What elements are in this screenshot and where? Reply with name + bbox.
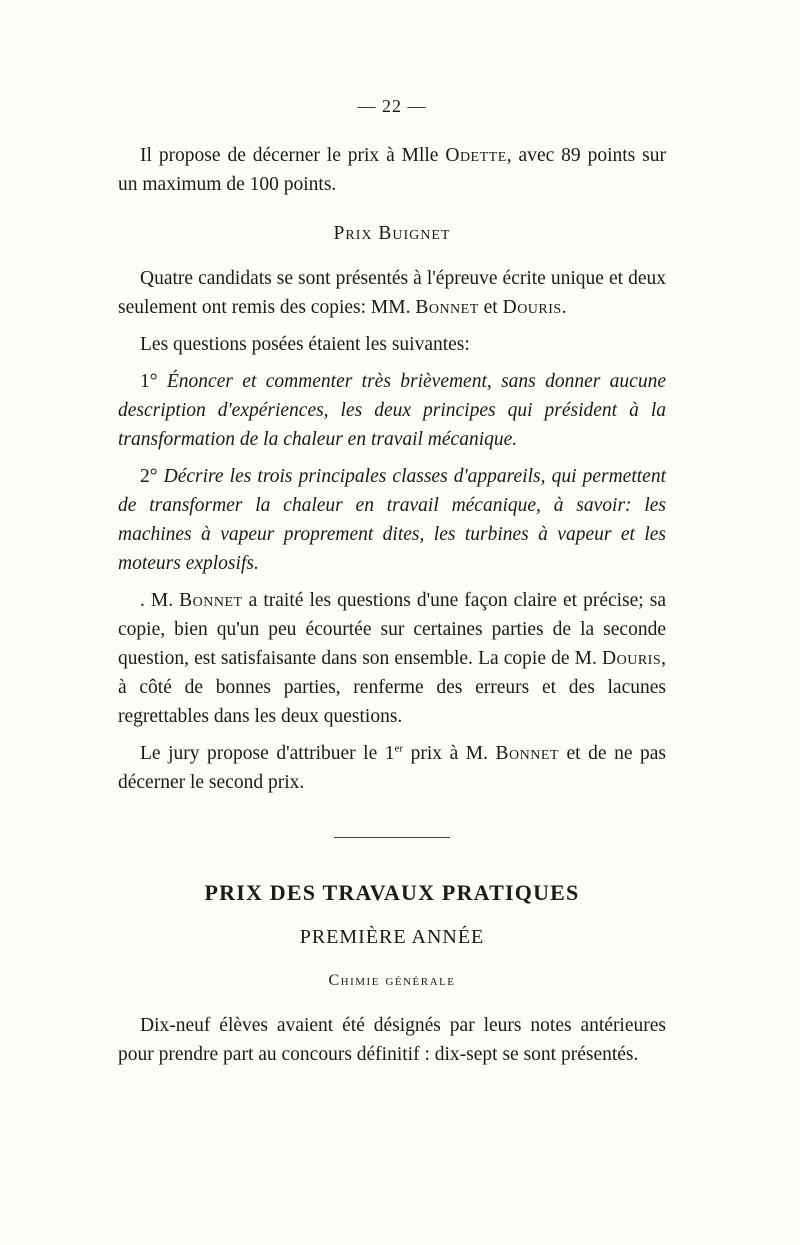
question-2 <box>118 462 666 578</box>
intro-text-before: Il propose de décerner le prix à Mlle <box>140 145 446 166</box>
premiere-annee-title: PREMIÈRE ANNÉE <box>299 926 485 948</box>
page-number: — 22 — <box>357 96 427 116</box>
intro-paragraph <box>118 141 666 199</box>
evaluation-start: . M. <box>140 590 180 611</box>
buignet-text-end: . <box>561 297 567 318</box>
question-2-number: 2° <box>140 466 158 487</box>
travaux-paragraph: Dix-neuf élèves avaient été désignés par leurs notes antérieures pour prendre part au concours définitif : dix-sept se sont présentés. <box>118 1015 666 1065</box>
question-1-number: 1° <box>140 371 158 392</box>
document-page <box>118 92 666 1069</box>
intro-name: Odette <box>445 145 507 166</box>
intro-text-after: , avec 89 points sur un maximum de 100 points. <box>118 145 666 195</box>
travaux-pratiques-title: PRIX DES TRAVAUX PRATIQUES <box>204 880 580 905</box>
question-2-text: Décrire les trois principales classes d'appareils, qui permettent de transformer la chaleur en travail mécanique, à savoir: les machines à vapeur proprement dites, les turbines à vapeur et les moteurs explosifs. <box>118 466 666 574</box>
question-1 <box>118 367 666 454</box>
evaluation-text-2: , à côté de bonnes parties, renferme des erreurs et des lacunes regrettables dans les deux questions. <box>118 648 666 727</box>
questions-intro: Les questions posées étaient les suivantes: <box>140 334 470 355</box>
jury-text-mid: prix à M. <box>403 743 496 764</box>
evaluation-name-douris: Douris <box>602 648 662 669</box>
jury-paragraph <box>118 739 666 797</box>
jury-ordinal: 1 <box>384 743 395 764</box>
buignet-text-1: Quatre candidats se sont présentés à l'épreuve écrite unique et deux seulement ont remis des copies: MM. <box>118 268 666 318</box>
evaluation-name-bonnet: Bonnet <box>179 590 243 611</box>
buignet-paragraph-candidates <box>118 264 666 322</box>
prix-buignet-heading: Prix Buignet <box>333 223 451 244</box>
jury-name: Bonnet <box>495 743 559 764</box>
section-divider <box>334 837 450 838</box>
chimie-generale-title: Chimie générale <box>328 972 456 989</box>
buignet-text-and: et <box>478 297 503 318</box>
jury-text-before: Le jury propose d'attribuer le <box>140 743 385 764</box>
jury-ordinal-suffix: er <box>394 742 404 755</box>
name-bonnet: Bonnet <box>415 297 479 318</box>
name-douris: Douris <box>502 297 562 318</box>
evaluation-paragraph <box>118 586 666 731</box>
jury-text-after: et de ne pas décerner le second prix. <box>118 743 667 793</box>
question-1-text: Énoncer et commenter très brièvement, sans donner aucune description d'expériences, les deux principes qui président à la transformation de la chaleur en travail mécanique. <box>118 371 666 450</box>
evaluation-text: a traité les questions d'une façon claire et précise; sa copie, bien qu'un peu écourtée sur certaines parties de la seconde question, est satisfaisante dans son ensemble. La copie de M. <box>118 590 666 669</box>
